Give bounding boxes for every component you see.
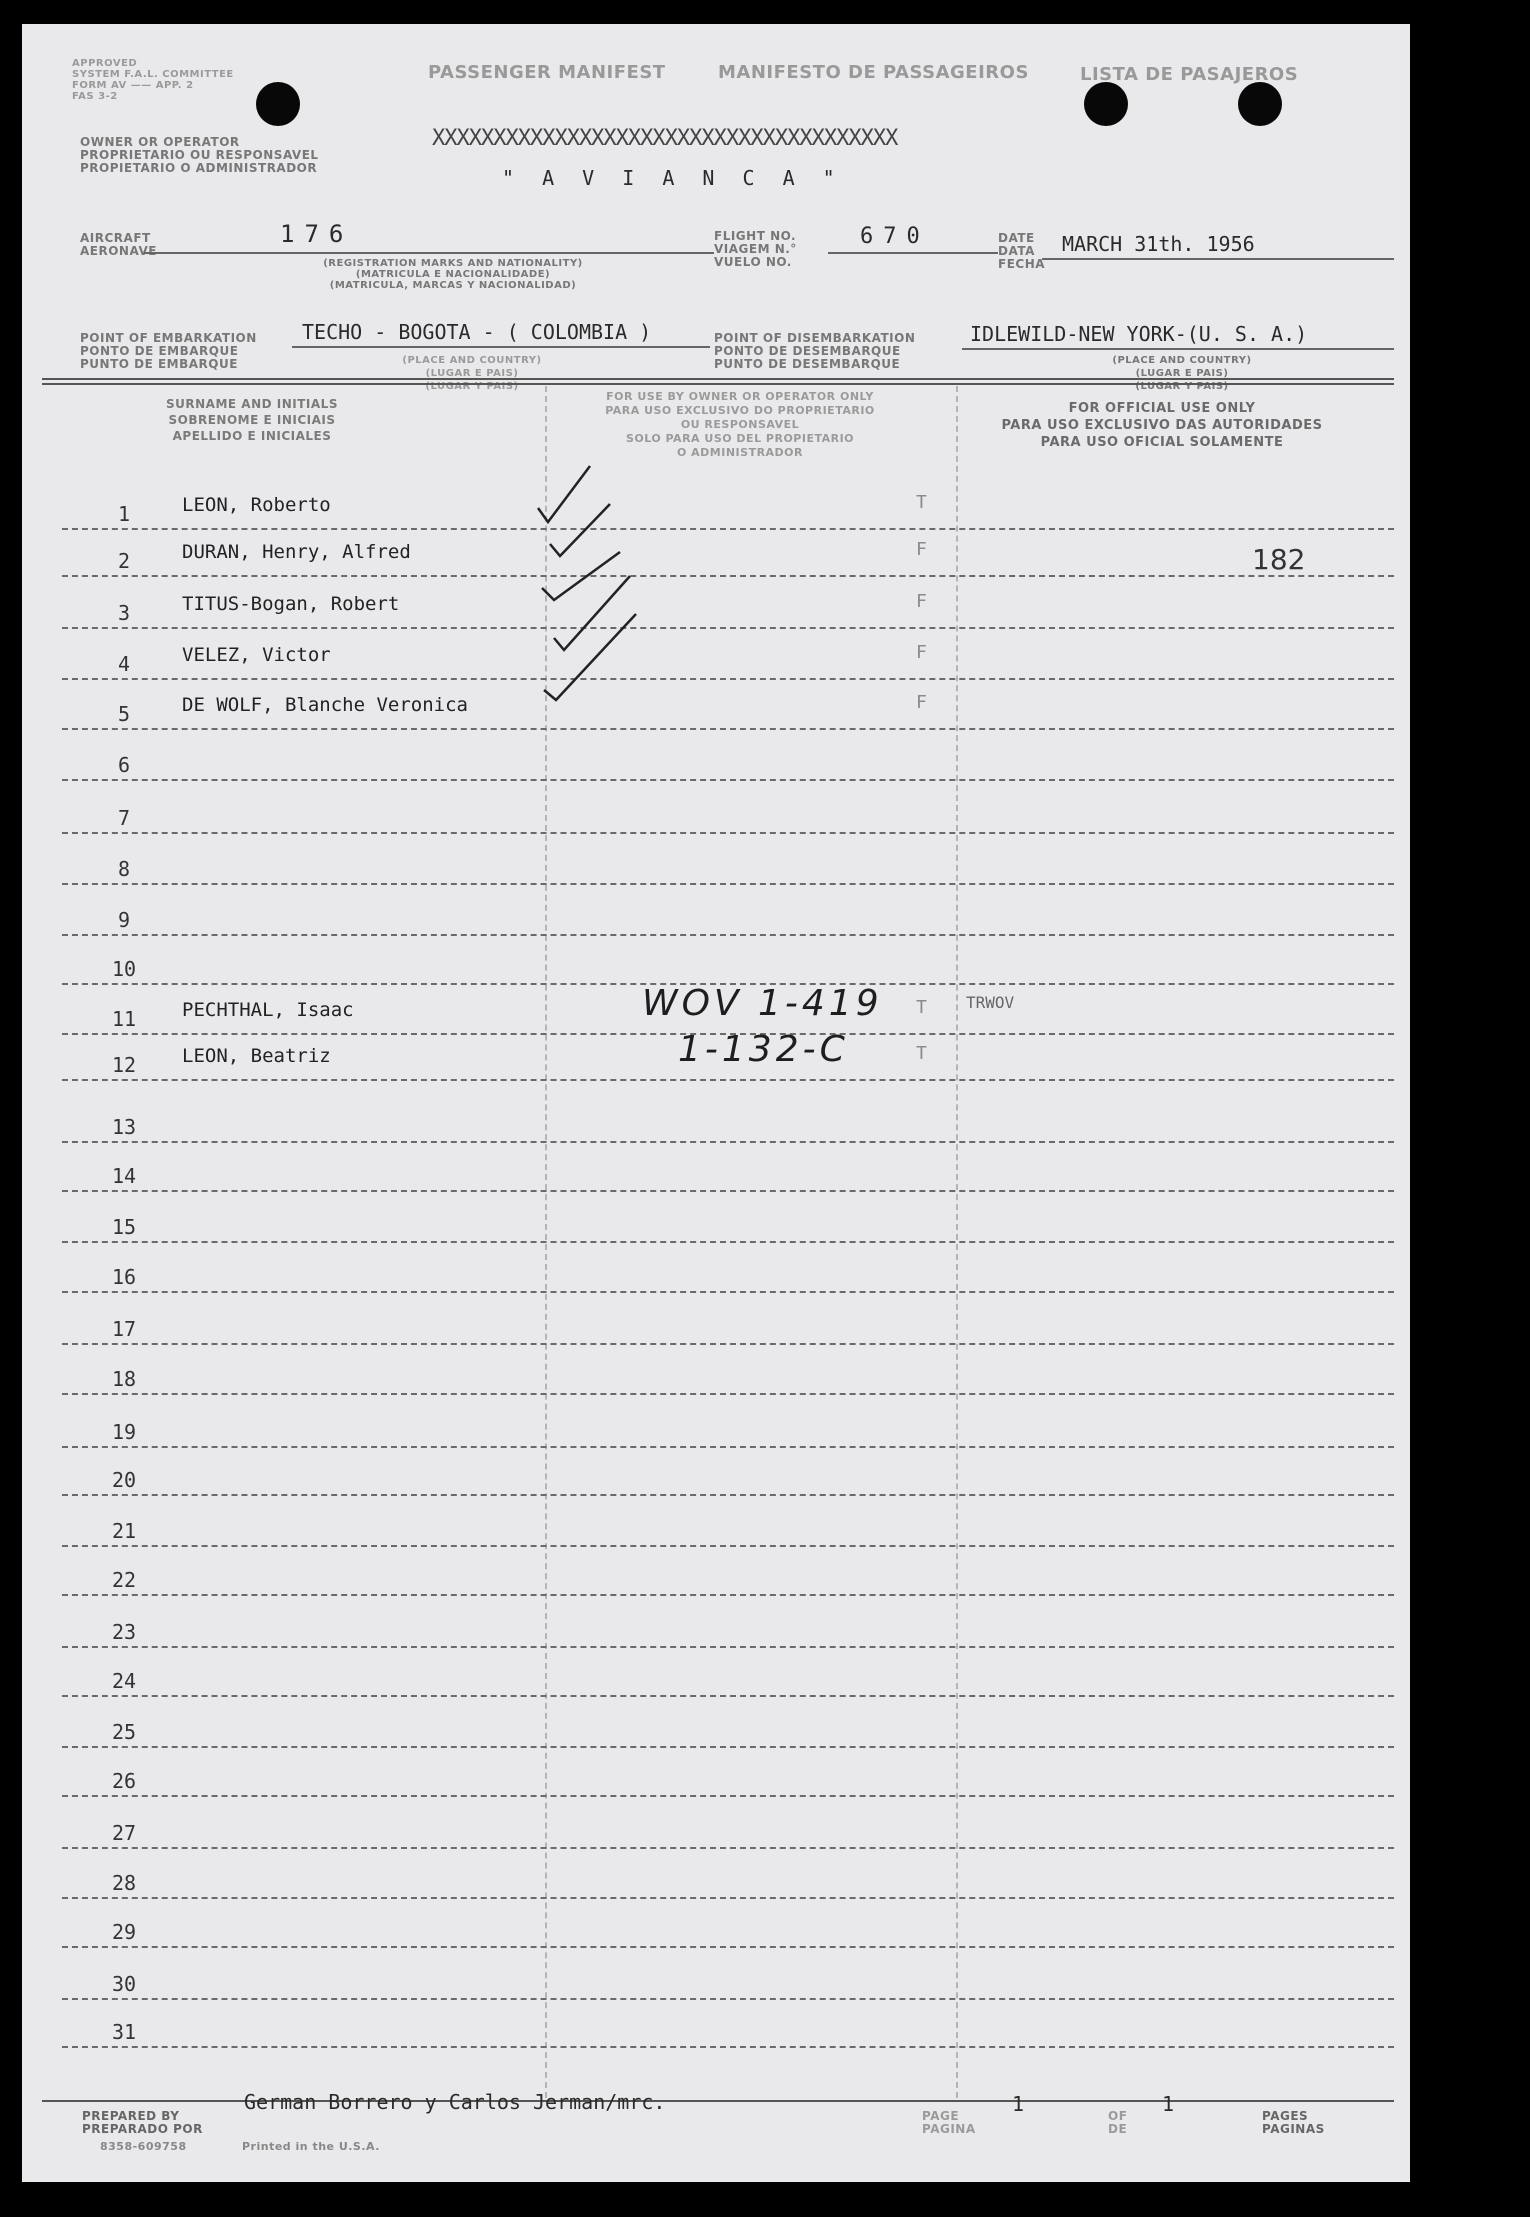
owner-flag: F [916,642,927,663]
row-rule [62,1897,1394,1899]
of-value: 1 [1162,2092,1175,2116]
row-rule [62,1494,1394,1496]
owner-use-header-line: SOLO PARA USO DEL PROPIETARIO [625,432,855,445]
passenger-name: DURAN, Henry, Alfred [182,541,411,563]
row-number: 18 [111,1367,137,1391]
of-label [1108,2110,1127,2136]
embark-caption-line: (LUGAR Y PAIS) [425,381,519,392]
row-rule [62,528,1394,530]
page-label [922,2110,976,2136]
pages-label-line: PAGES [1262,2109,1309,2123]
row-rule [62,1746,1394,1748]
check-mark-icon [550,504,610,556]
embark-value: TECHO - BOGOTA - ( COLOMBIA ) [302,320,652,344]
surname-column-header [132,396,372,444]
row-number: 29 [111,1920,137,1944]
row-rule [62,1946,1394,1948]
owner-use-header-line: PARA USO EXCLUSIVO DO PROPRIETARIO [605,404,875,417]
official-use-header-line: FOR OFFICIAL USE ONLY [1068,401,1256,416]
check-mark-icon [542,552,620,600]
aircraft-label-line: AERONAVE [80,244,157,258]
row-number: 26 [111,1769,137,1793]
row-number: 1 [117,502,131,526]
passenger-name: PECHTHAL, Isaac [182,999,354,1021]
flight-label [714,230,797,269]
prepared-label [82,2110,203,2136]
approved-block [72,58,234,102]
row-number: 13 [111,1115,137,1139]
row-number: 10 [111,957,137,981]
form-title-pt: MANIFESTO DE PASSAGEIROS [718,62,1029,83]
row-rule [62,1141,1394,1143]
owner-label-line: PROPRIETARIO OU RESPONSAVEL [80,148,319,162]
embark-caption-line: (LUGAR E PAIS) [425,368,519,379]
date-label-line: FECHA [998,257,1046,271]
page-label-line: PAGE [922,2109,960,2123]
row-number: 27 [111,1821,137,1845]
operator-struck-text: XXXXXXXXXXXXXXXXXXXXXXXXXXXXXXXXXXXXXX [432,126,898,151]
row-rule [62,1393,1394,1395]
date-value: MARCH 31th. 1956 [1062,232,1255,256]
pages-label-line: PAGINAS [1262,2122,1325,2136]
row-rule [62,1594,1394,1596]
owner-use-header-line: O ADMINISTRADOR [676,446,804,459]
flight-value: 670 [860,224,930,249]
embark-underline [292,346,710,348]
passenger-name: LEON, Roberto [182,494,331,516]
row-number: 30 [111,1972,137,1996]
row-rule [62,2046,1394,2048]
row-rule [62,678,1394,680]
row-number: 8 [117,857,131,881]
disembark-label-line: PUNTO DE DESEMBARQUE [714,357,901,371]
page-value: 1 [1012,2092,1025,2116]
row-number: 5 [117,702,131,726]
row-rule [62,832,1394,834]
row-rule [62,934,1394,936]
row-rule [62,1343,1394,1345]
prepared-label-line: PREPARADO POR [82,2122,203,2136]
aircraft-caption-line: (REGISTRATION MARKS AND NATIONALITY) [323,258,583,269]
row-rule [62,1446,1394,1448]
row-rule [62,1847,1394,1849]
row-number: 15 [111,1215,137,1239]
row-number: 4 [117,652,131,676]
row-rule [62,627,1394,629]
row-number: 31 [111,2020,137,2044]
owner-flag: F [916,591,927,612]
row-rule [62,1998,1394,2000]
row-number: 14 [111,1164,137,1188]
row-number: 2 [117,549,131,573]
row-rule [62,728,1394,730]
owner-flag: F [916,539,927,560]
row-number: 11 [111,1007,137,1031]
row-rule [62,1545,1394,1547]
row-rule [62,1646,1394,1648]
row-number: 23 [111,1620,137,1644]
owner-label-line: PROPIETARIO O ADMINISTRADOR [80,161,318,175]
check-marks [502,444,702,764]
prepared-label-line: PREPARED BY [82,2109,180,2123]
row-rule [62,1795,1394,1797]
embark-label [80,332,257,371]
disembark-label-line: PONTO DE DESEMBARQUE [714,344,901,358]
row-number: 28 [111,1871,137,1895]
check-mark-icon [554,576,630,650]
embark-label-line: PONTO DE EMBARQUE [80,344,239,358]
approved-line: FAS 3-2 [72,91,118,102]
aircraft-label [80,232,157,258]
flight-label-line: VUELO NO. [714,255,792,269]
row-number: 20 [111,1468,137,1492]
embark-caption [392,354,552,393]
aircraft-caption-line: (MATRICULA E NACIONALIDADE) [355,269,551,280]
official-use-header-line: PARA USO OFICIAL SOLAMENTE [1040,435,1284,450]
disembark-value: IDLEWILD-NEW YORK-(U. S. A.) [970,322,1308,346]
row-rule [62,779,1394,781]
approved-line: FORM AV —— APP. 2 [72,80,194,91]
disembark-caption-line: (LUGAR E PAIS) [1135,368,1229,379]
surname-header-line: SURNAME AND INITIALS [166,397,338,411]
disembark-label-line: POINT OF DISEMBARKATION [714,331,916,345]
flight-underline [828,252,998,254]
disembark-underline [962,348,1394,350]
owner-flag: T [916,492,927,513]
passenger-name: TITUS-Bogan, Robert [182,593,400,615]
official-entry: TRWOV [966,993,1015,1012]
embark-label-line: POINT OF EMBARKATION [80,331,257,345]
surname-header-line: SOBRENOME E INICIAIS [168,413,336,427]
row-number: 17 [111,1317,137,1341]
embark-label-line: PUNTO DE EMBARQUE [80,357,238,371]
row-rule [62,1079,1394,1081]
pages-label [1262,2110,1325,2136]
aircraft-value: 176 [280,220,354,248]
flight-label-line: VIAGEM N.° [714,242,797,256]
row-number: 25 [111,1720,137,1744]
of-label-line: DE [1108,2122,1128,2136]
row-rule [62,1695,1394,1697]
aircraft-caption-line: (MATRICULA, MARCAS Y NACIONALIDAD) [329,280,577,291]
operator-name: " A V I A N C A " [502,166,843,190]
official-entry: 182 [1252,543,1306,576]
passenger-name: DE WOLF, Blanche Veronica [182,694,468,716]
handwritten-code: 1-132-C [678,1029,849,1070]
row-number: 9 [117,908,131,932]
of-label-line: OF [1108,2109,1128,2123]
owner-use-header-line: OU RESPONSAVEL [680,418,800,431]
disembark-caption-line: (PLACE AND COUNTRY) [1112,355,1252,366]
surname-header-line: APELLIDO E INICIALES [172,429,332,443]
row-number: 16 [111,1265,137,1289]
approved-line: APPROVED [72,58,138,69]
row-number: 19 [111,1420,137,1444]
row-rule [62,575,1394,577]
row-rule [62,1291,1394,1293]
passenger-name: VELEZ, Victor [182,644,331,666]
row-number: 21 [111,1519,137,1543]
row-number: 3 [117,601,131,625]
owner-flag: T [916,997,927,1018]
printed-notice: Printed in the U.S.A. [242,2140,380,2153]
row-number: 6 [117,753,131,777]
prepared-value: German Borrero y Carlos Jerman/mrc. [244,2090,666,2114]
date-label-line: DATE [998,231,1035,245]
form-title-es: LISTA DE PASAJEROS [1080,64,1299,85]
owner-use-header-line: FOR USE BY OWNER OR OPERATOR ONLY [606,390,874,403]
owner-label-line: OWNER OR OPERATOR [80,135,240,149]
row-rule [62,1190,1394,1192]
row-number: 22 [111,1568,137,1592]
disembark-caption-line: (LUGAR Y PAIS) [1135,381,1229,392]
official-use-column-header [962,400,1362,451]
row-number: 24 [111,1669,137,1693]
approved-line: SYSTEM F.A.L. COMMITTEE [72,69,234,80]
owner-label [80,136,319,175]
row-rule [62,883,1394,885]
owner-flag: F [916,692,927,713]
embark-caption-line: (PLACE AND COUNTRY) [402,355,542,366]
row-number: 12 [111,1053,137,1077]
header-rule [42,378,1394,380]
header-rule [42,383,1394,385]
owner-flag: T [916,1043,927,1064]
page-label-line: PAGINA [922,2122,976,2136]
aircraft-label-line: AIRCRAFT [80,231,151,245]
date-label-line: DATA [998,244,1035,258]
punch-hole [256,82,300,126]
disembark-label [714,332,915,371]
official-use-header-line: PARA USO EXCLUSIVO DAS AUTORIDADES [1001,418,1323,433]
flight-label-line: FLIGHT NO. [714,229,797,243]
punch-hole [1238,82,1282,126]
row-number: 7 [117,806,131,830]
check-mark-icon [544,614,636,700]
date-label [998,232,1045,271]
row-rule [62,1241,1394,1243]
punch-hole [1084,82,1128,126]
aircraft-underline [144,252,714,254]
check-mark-icon [538,466,590,522]
date-underline [1042,258,1394,260]
disembark-caption [1082,354,1282,393]
passenger-name: LEON, Beatriz [182,1045,331,1067]
form-number: 8358-609758 [100,2140,187,2153]
form-title-en: PASSENGER MANIFEST [428,62,666,83]
handwritten-code: WOV 1-419 [642,983,883,1024]
aircraft-caption [268,258,638,291]
manifest-sheet [22,24,1410,2182]
